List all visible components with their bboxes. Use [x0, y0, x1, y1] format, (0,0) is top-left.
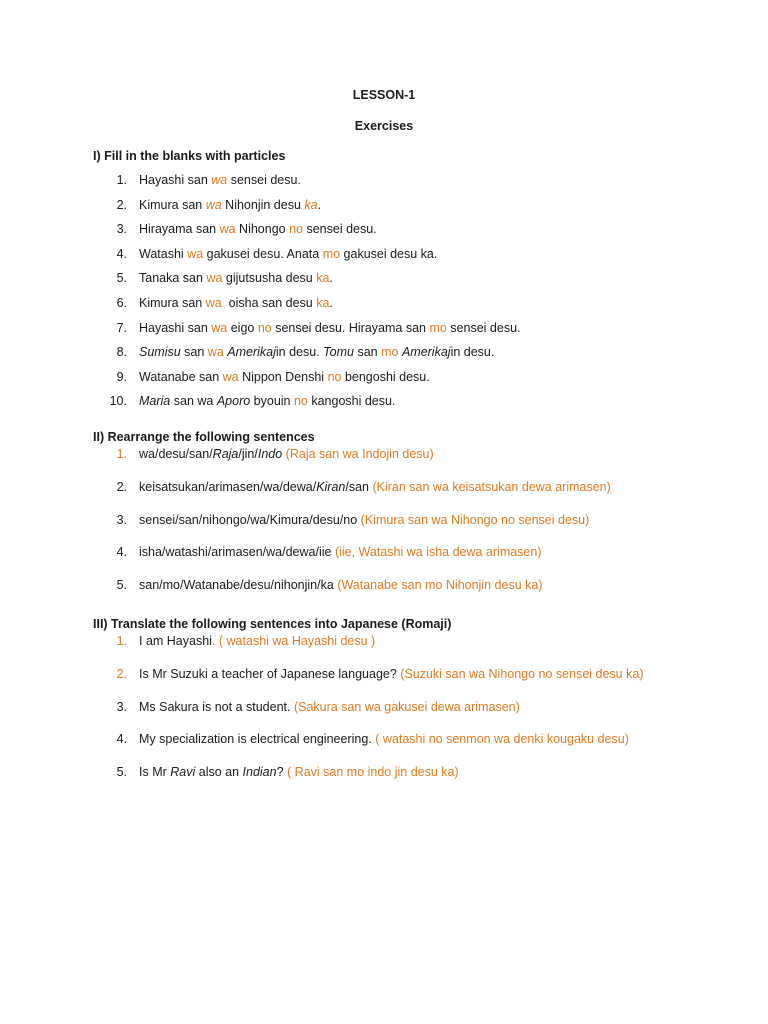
item-number: 6. [116, 296, 127, 310]
lesson-title: LESSON-1 [352, 88, 416, 102]
prompt-text: Is Mr Suzuki a teacher of Japanese language? [139, 666, 401, 681]
answer-text: (Kimura san wa Nihongo no sensei desu) [360, 512, 590, 527]
prompt-text: /jin/ [238, 447, 258, 461]
answer-text: (Sakura san wa gakusei dewa arimasen) [293, 699, 520, 714]
answer-text: no [289, 222, 303, 237]
prompt-text: Amerikaj [227, 345, 276, 360]
prompt-text: Watanabe san [139, 369, 223, 384]
item-text [139, 271, 333, 285]
item-number: 5. [116, 271, 127, 286]
prompt-text: Nihonjin desu [221, 197, 305, 212]
item-number: 7. [116, 320, 127, 335]
prompt-text: isha/watashi/arimasen/wa/dewa/iie [139, 545, 335, 560]
item-number: 2. [116, 479, 127, 494]
item-text [139, 370, 430, 384]
prompt-text: Nihongo [235, 222, 290, 237]
answer-text: ka [304, 197, 318, 212]
answer-text: wa [211, 173, 228, 187]
item-number: 5. [116, 578, 127, 593]
prompt-text: wa/desu/san/ [139, 447, 213, 461]
item-number: 4. [116, 545, 127, 560]
item-number: 3. [116, 222, 127, 237]
item-number: 1. [116, 634, 127, 648]
item-text [139, 198, 321, 212]
item-text [139, 447, 434, 461]
prompt-text: byouin [250, 394, 294, 409]
answer-text: mo [429, 320, 447, 335]
prompt-text: My specialization is electrical engineering. [139, 732, 376, 747]
prompt-text: Sumisu [139, 345, 181, 360]
prompt-text: Amerikaj [401, 345, 451, 360]
item-text [139, 700, 520, 714]
item-text [139, 222, 377, 236]
prompt-text: /san [345, 479, 373, 494]
prompt-text: in desu. [275, 345, 324, 360]
item-text [139, 480, 611, 494]
prompt-text: eigo [227, 320, 258, 335]
item-number: 3. [116, 699, 127, 714]
prompt-text: Indo [257, 447, 283, 461]
answer-text: (Raja san wa Indojin desu) [285, 447, 434, 461]
item-text [139, 321, 521, 335]
answer-text: ( Ravi san mo indo jin desu ka) [287, 765, 459, 780]
prompt-text: Is Mr [139, 765, 171, 780]
prompt-text: bengoshi desu. [341, 369, 430, 384]
item-number: 1. [116, 447, 127, 461]
prompt-text: sensei desu. [303, 222, 377, 237]
answer-text: ka [316, 296, 330, 310]
item-number: 2. [116, 666, 127, 681]
prompt-text: Kimura san [139, 296, 206, 310]
item-text [139, 578, 542, 592]
answer-text: no [257, 320, 272, 335]
prompt-text: Hayashi san [139, 320, 212, 335]
prompt-text: . [317, 197, 322, 212]
prompt-text: Tomu [323, 345, 354, 360]
prompt-text: gakusei desu ka. [340, 246, 438, 261]
prompt-text: Nippon Denshi [238, 369, 328, 384]
item-text [139, 173, 301, 187]
answer-text: wa [222, 369, 239, 384]
answer-text: (Watanabe san mo Nihonjin desu ka) [337, 578, 543, 593]
prompt-text: sensei desu. Hirayama san [271, 320, 430, 335]
answer-text: wa [219, 222, 236, 237]
item-number: 5. [116, 765, 127, 780]
prompt-text: Indian [242, 765, 277, 780]
prompt-text: ? [276, 765, 288, 780]
prompt-text: san/mo/Watanabe/desu/nihonjin/ka [139, 578, 338, 593]
answer-text: wa [187, 246, 204, 261]
prompt-text: Watashi [139, 246, 188, 261]
answer-text: ka [316, 271, 330, 286]
item-number: 1. [116, 173, 127, 187]
prompt-text: in desu. [450, 345, 495, 360]
answer-text: (Suzuki san wa Nihongo no sensei desu ka) [400, 666, 644, 681]
answer-text: mo [322, 246, 341, 261]
prompt-text: Raja [212, 447, 239, 461]
prompt-text: Kiran [316, 479, 346, 494]
prompt-text: san [180, 345, 208, 360]
answer-text: wa [205, 197, 222, 212]
prompt-text: gakusei desu. Anata [203, 246, 323, 261]
answer-text: wa [211, 320, 228, 335]
answer-text: wa [205, 296, 222, 310]
answer-text: no [327, 369, 342, 384]
prompt-text: sensei desu. [227, 173, 301, 187]
answer-text: (Kiran san wa keisatsukan dewa arimasen) [372, 479, 611, 494]
prompt-text: Hayashi san [139, 173, 212, 187]
answer-text: . ( watashi wa Hayashi desu ) [211, 634, 376, 648]
answer-text: ( watashi no senmon wa denki kougaku desu) [375, 732, 629, 747]
prompt-text: Tanaka san [139, 271, 207, 286]
prompt-text: san [353, 345, 382, 360]
prompt-text: Hirayama san [139, 222, 220, 237]
item-text [139, 247, 437, 261]
item-text [139, 513, 589, 527]
prompt-text: . [329, 271, 333, 286]
answer-text: wa [207, 345, 224, 360]
prompt-text: oisha san desu [221, 296, 317, 310]
prompt-text: . [329, 296, 333, 310]
prompt-text: sensei desu. [446, 320, 521, 335]
item-number: 9. [116, 369, 127, 384]
prompt-text: kangoshi desu. [307, 394, 396, 409]
item-number: 8. [116, 345, 127, 360]
prompt-text: Ravi [170, 765, 196, 780]
answer-text: (iie, Watashi wa isha dewa arimasen) [334, 545, 542, 560]
item-text [139, 765, 459, 779]
item-number: 3. [116, 512, 127, 527]
item-text [139, 296, 333, 310]
prompt-text: Maria [139, 394, 171, 409]
item-text [139, 634, 375, 648]
prompt-text: also an [195, 765, 243, 780]
prompt-text: keisatsukan/arimasen/wa/dewa/ [139, 479, 317, 494]
prompt-text: Kimura san [139, 197, 206, 212]
item-text [139, 732, 629, 746]
item-text [139, 667, 643, 681]
item-number: 4. [116, 732, 127, 747]
answer-text: no [293, 394, 308, 409]
item-number: 10. [109, 394, 127, 409]
exercises-subtitle: Exercises [354, 119, 414, 133]
prompt-text: san wa [170, 394, 217, 409]
prompt-text: I am Hayashi [139, 634, 212, 648]
item-number: 2. [116, 197, 127, 212]
answer-text: mo [381, 345, 399, 360]
prompt-text: Aporo [216, 394, 251, 409]
answer-text: wa [206, 271, 223, 286]
prompt-text: sensei/san/nihongo/wa/Kimura/desu/no [139, 512, 361, 527]
item-text [139, 394, 395, 408]
prompt-text: Ms Sakura is not a student. [139, 699, 294, 714]
section-2-heading: II) Rearrange the following sentences [93, 430, 315, 444]
section-3-heading: III) Translate the following sentences into Japanese (Romaji) [93, 617, 452, 631]
item-text [139, 545, 542, 559]
item-number: 4. [116, 246, 127, 261]
section-1-heading: I) Fill in the blanks with particles [93, 149, 286, 163]
item-text [139, 345, 494, 359]
prompt-text: gijutsusha desu [222, 271, 317, 286]
